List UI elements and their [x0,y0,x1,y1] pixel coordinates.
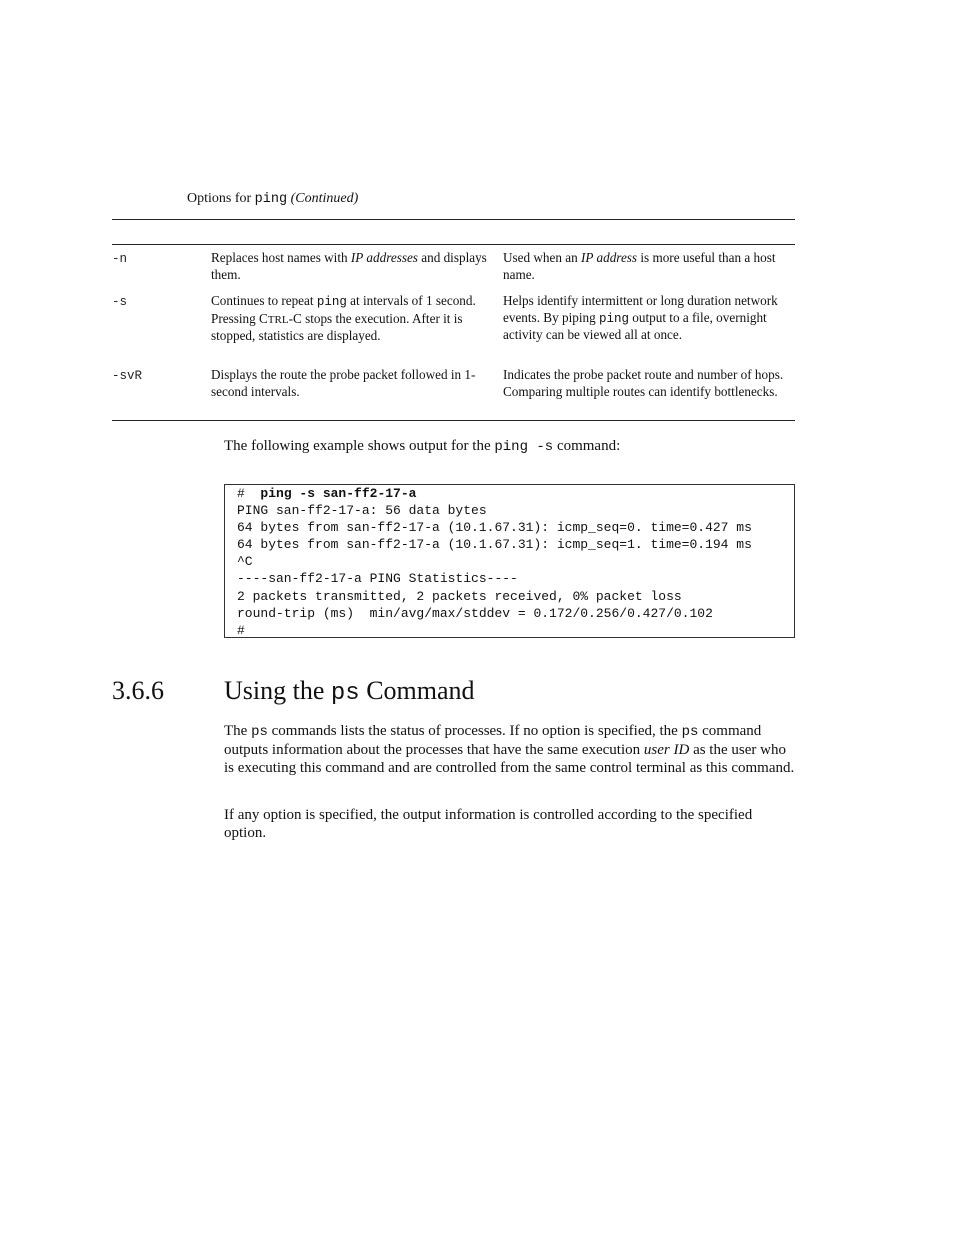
usage-cell: Used when an IP address is more useful than a host name. [503,250,776,282]
description-cell: Displays the route the probe packet followed in 1-second intervals. [211,367,476,399]
caption-suffix: (Continued) [290,191,359,206]
usage-cell: Helps identify intermittent or long duration network events. By piping ping output to a file, overnight activity can be viewed all at once. [503,293,778,342]
section-title: Using the ps Command [224,676,475,707]
ps-option-paragraph: If any option is specified, the output information is controlled according to the specified option. [224,807,753,841]
caption-command: ping [254,192,288,207]
table-caption [187,191,358,207]
description-cell: Continues to repeat ping at intervals of 1 second. Pressing CTRL-C stops the execution. After it is stopped, statistics are displayed. [211,293,476,343]
usage-cell: Indicates the probe packet route and number of hops. Comparing multiple routes can identify bottlenecks. [503,367,784,399]
option-cell: -s [112,295,128,309]
caption-prefix: Options for [187,191,252,206]
code-prompt: # [237,486,245,501]
ps-description-paragraph: The ps commands lists the status of processes. If no option is specified, the ps command outputs information about the processes that have the same execution user ID as the user who is executing this command and are controlled from the same control terminal as this command. [224,723,795,776]
example-intro: The following example shows output for the ping -s command: [224,438,621,455]
description-cell: Replaces host names with IP addresses and displays them. [211,250,487,282]
code-block: # ping -s san-ff2-17-a PING san-ff2-17-a: 56 data bytes 64 bytes from san-ff2-17-a (10.1.67.31): icmp_seq=0. time=0.427 ms 64 bytes from san-ff2-17-a (10.1.67.31): icmp_seq=1. time=0.194 ms ^C ----san-ff2-17-a PING Statistics---- 2 packets transmitted, 2 packets received, 0% packet loss round-trip (ms) min/avg/max/stddev = 0.172/0.256/0.427/0.102 # [237,486,752,638]
table-header-rule [112,244,795,245]
table-top-rule [112,219,795,220]
code-example-box [224,484,795,638]
option-cell: -n [112,252,128,266]
table-bottom-rule [112,420,795,421]
code-command: ping -s san-ff2-17-a [260,486,417,501]
option-cell: -svR [112,369,143,383]
section-number: 3.6.6 [112,676,164,705]
